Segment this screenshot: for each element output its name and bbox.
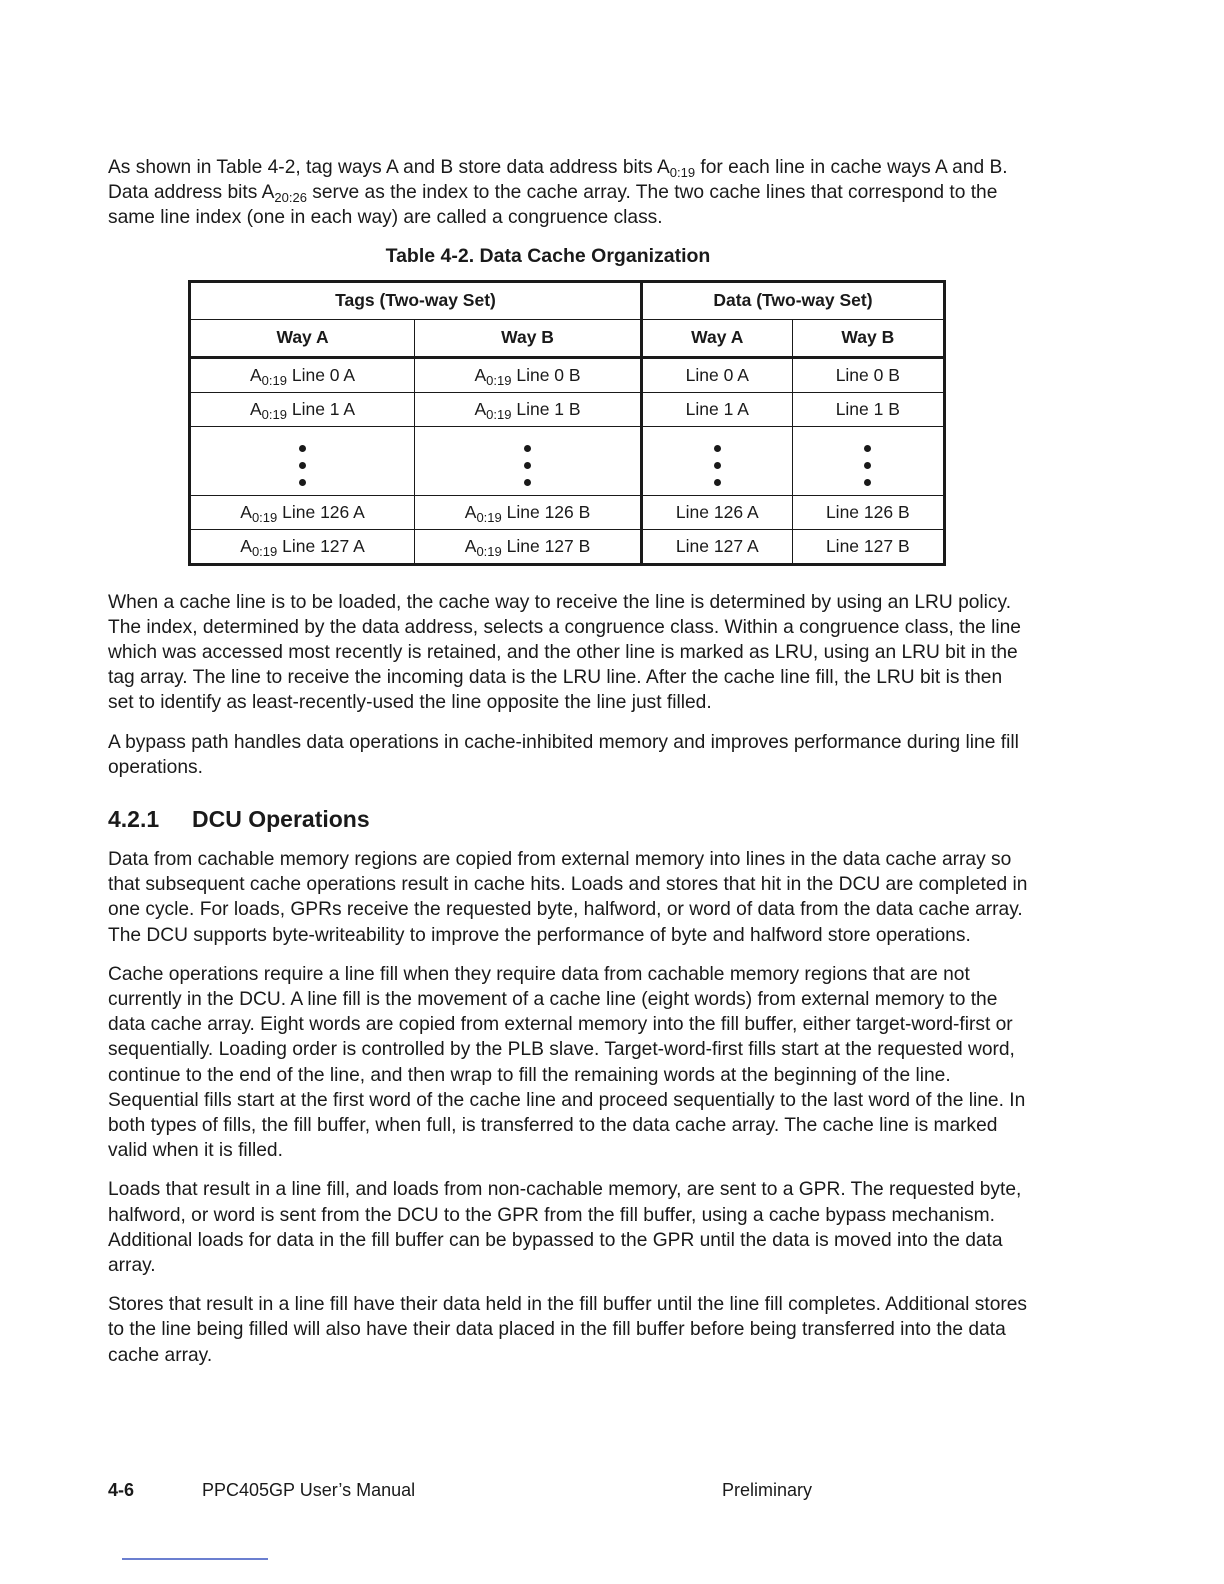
tag-cell: $A_{0:19}$ Line 126 A — [190, 495, 415, 529]
table-group-header-row — [190, 281, 945, 319]
vertical-ellipsis-icon — [864, 445, 871, 452]
index-subscript: 20:26 — [274, 190, 307, 206]
page-number: 4-6 — [108, 1480, 135, 1500]
section-heading — [108, 806, 1028, 833]
table-caption: Table 4-2. Data Cache Organization — [385, 244, 711, 267]
ellipsis-cell — [415, 426, 642, 495]
data-cache-organization-table — [188, 280, 946, 566]
address-symbol: A — [656, 157, 670, 178]
tag-cell: $A_{0:19}$ Line 126 B — [415, 495, 642, 529]
col-header-data-way-b: Way B — [792, 319, 944, 357]
dcu-paragraph-2: Cache operations require a line fill when they require data from cachable memory regions that are not currently in the DCU. A line fill is the movement of a cache line (eight words) from external memory to the data cache array. Eight words are copied from external memory into the fill buffer, either target-word-first or sequentially. Loading order is controlled by the PLB slave. Target-word-first fills start at the requested word, continue to the end of the line, and then wrap to fill the remaining words at the beginning of the line. Sequential fills start at the first word of the cache line and proceed sequentially to the last word of the line. In both types of fills, the fill buffer, when full, is transferred to the data cache array. The cache line is marked valid when it is filled. — [108, 963, 1026, 1162]
intro-paragraph — [108, 155, 1028, 231]
table-row — [190, 392, 945, 426]
data-cell: Line 127 B — [792, 529, 944, 564]
tag-cell: $A_{0:19}$ Line 0 B — [415, 357, 642, 392]
dcu-paragraph-4: Stores that result in a line fill have their data held in the fill buffer until the line fill completes. Additional stores to the line being filled will also have their data placed in the fill buffer before being transferred into the data cache array. — [108, 1294, 1028, 1366]
tag-cell: $A_{0:19}$ Line 127 B — [415, 529, 642, 564]
data-cell: Line 0 A — [641, 357, 792, 392]
data-cell: Line 0 B — [792, 357, 944, 392]
address-subscript: 0:19 — [669, 165, 696, 180]
group-header-data: Data (Two-way Set) — [641, 281, 944, 319]
page-content — [108, 155, 1028, 1382]
address-symbol: A — [261, 182, 275, 204]
bypass-paragraph: A bypass path handles data operations in cache-inhibited memory and improves performance during line fill operations. — [108, 731, 1019, 778]
col-header-data-way-a: Way A — [641, 319, 792, 357]
col-header-tag-way-b: Way B — [415, 319, 642, 357]
data-cell: Line 126 B — [792, 495, 944, 529]
intro-text-3: serve as the index to the cache array. The two cache lines that correspond to the same line index (one in each way) are called a congruence class. — [108, 182, 998, 229]
data-cell: Line 1 B — [792, 392, 944, 426]
vertical-ellipsis-icon — [299, 445, 306, 452]
table-row — [190, 529, 945, 564]
bottom-rule — [122, 1558, 268, 1560]
table-row — [190, 495, 945, 529]
section-number: 4.2.1 — [108, 806, 160, 833]
tag-cell: $A_{0:19}$ Line 1 B — [415, 392, 642, 426]
table-ellipsis-row — [190, 426, 945, 495]
intro-text-2: for each line in cache ways A and B. Data address bits — [108, 157, 1008, 204]
lru-paragraph: When a cache line is to be loaded, the cache way to receive the line is determined by using an LRU policy. The index, determined by the data address, selects a congruence class. Within a congruence class, the line which was accessed most recently is retained, and the other line is marked as LRU, using an LRU bit in the tag array. The line to receive the incoming data is the LRU line. After the cache line fill, the LRU bit is then set to identify as least-recently-used the line opposite the line just filled. — [108, 591, 1021, 714]
tag-cell: $A_{0:19}$ Line 0 A — [190, 357, 415, 392]
dcu-paragraph-1: Data from cachable memory regions are copied from external memory into lines in the data cache array so that subsequent cache operations result in cache hits. Loads and stores that hit in the DCU are completed in one cycle. For loads, GPRs receive the requested byte, halfword, or word of data from the data cache array. The DCU supports byte-writeability to improve the performance of byte and halfword store operations. — [108, 849, 1028, 946]
section-title: DCU Operations — [192, 806, 370, 833]
ellipsis-cell — [190, 426, 415, 495]
ellipsis-cell — [641, 426, 792, 495]
table-way-header-row — [190, 319, 945, 357]
tag-cell: $A_{0:19}$ Line 127 A — [190, 529, 415, 564]
manual-title: PPC405GP User’s Manual — [202, 1480, 416, 1500]
dcu-paragraph-3: Loads that result in a line fill, and loads from non-cachable memory, are sent to a GPR. The requested byte, halfword, or word is sent from the DCU to the GPR from the fill buffer, using a cache bypass mechanism. Additional loads for data in the fill buffer can be bypassed to the GPR until the data is moved into the data array. — [108, 1179, 1022, 1277]
data-cell: Line 127 A — [641, 529, 792, 564]
data-cell: Line 1 A — [641, 392, 792, 426]
ellipsis-cell — [792, 426, 944, 495]
intro-text-1: As shown in Table 4-2, tag ways A and B store data address bits — [108, 157, 657, 178]
tag-cell: $A_{0:19}$ Line 1 A — [190, 392, 415, 426]
vertical-ellipsis-icon — [524, 445, 531, 452]
vertical-ellipsis-icon — [714, 445, 721, 452]
table-row — [190, 357, 945, 392]
group-header-tags: Tags (Two-way Set) — [190, 281, 642, 319]
col-header-tag-way-a: Way A — [190, 319, 415, 357]
document-status: Preliminary — [722, 1480, 813, 1500]
data-cell: Line 126 A — [641, 495, 792, 529]
